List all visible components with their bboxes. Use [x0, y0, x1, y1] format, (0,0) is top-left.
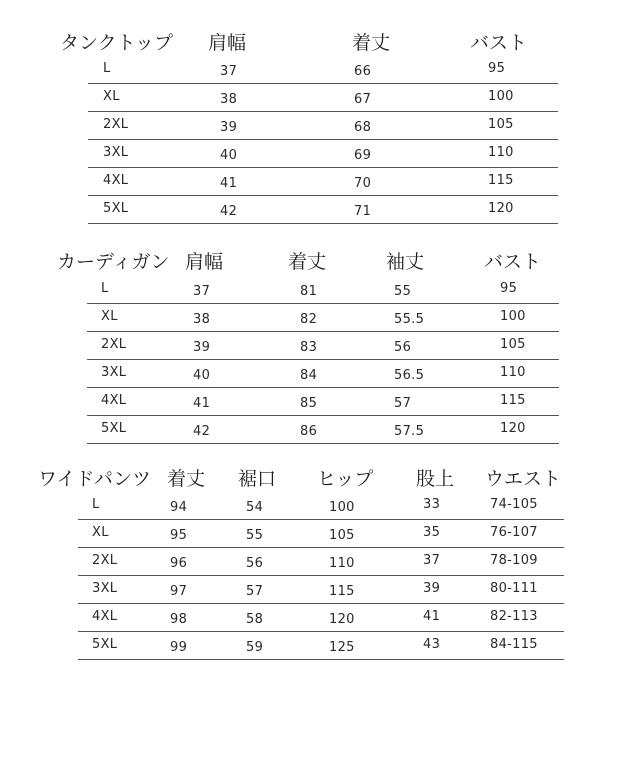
table-row — [78, 519, 564, 548]
hem-cell: 55 — [246, 528, 264, 543]
cardigan-title: カーディガン — [57, 251, 170, 273]
length-cell: 83 — [300, 340, 318, 355]
size-cell: 5XL — [92, 637, 118, 652]
length-cell: 94 — [170, 500, 188, 515]
rise-cell: 37 — [423, 553, 441, 568]
table-row — [88, 167, 558, 196]
size-cell: L — [101, 281, 109, 296]
length-cell: 69 — [354, 148, 372, 163]
size-cell: XL — [92, 525, 109, 540]
bust-cell: 95 — [500, 281, 518, 296]
shoulder-cell: 37 — [220, 64, 238, 79]
tank-top-title: タンクトップ — [60, 32, 174, 54]
cardigan-header-length: 着丈 — [288, 251, 327, 273]
bust-cell: 115 — [488, 173, 514, 188]
table-row — [78, 491, 564, 520]
length-cell: 67 — [354, 92, 372, 107]
cardigan-header-bust: バスト — [484, 251, 542, 273]
waist-cell: 78-109 — [490, 553, 538, 568]
size-cell: 2XL — [101, 337, 127, 352]
rise-cell: 43 — [423, 637, 441, 652]
length-cell: 71 — [354, 204, 372, 219]
rise-cell: 35 — [423, 525, 441, 540]
length-cell: 81 — [300, 284, 318, 299]
sleeve-cell: 55 — [394, 284, 412, 299]
sleeve-cell: 57.5 — [394, 424, 425, 439]
bust-cell: 105 — [488, 117, 514, 132]
shoulder-cell: 38 — [193, 312, 211, 327]
size-cell: 5XL — [103, 201, 129, 216]
sleeve-cell: 56.5 — [394, 368, 425, 383]
sleeve-cell: 55.5 — [394, 312, 425, 327]
length-cell: 85 — [300, 396, 318, 411]
size-cell: L — [92, 497, 100, 512]
shoulder-cell: 38 — [220, 92, 238, 107]
wide-pants-header-hip: ヒップ — [317, 468, 374, 490]
table-row — [88, 139, 558, 168]
hem-cell: 58 — [246, 612, 264, 627]
size-cell: 4XL — [103, 173, 129, 188]
shoulder-cell: 37 — [193, 284, 211, 299]
tank-top-header-shoulder: 肩幅 — [208, 32, 247, 54]
length-cell: 97 — [170, 584, 188, 599]
size-cell: XL — [103, 89, 120, 104]
length-cell: 96 — [170, 556, 188, 571]
length-cell: 70 — [354, 176, 372, 191]
waist-cell: 74-105 — [490, 497, 538, 512]
table-row — [78, 547, 564, 576]
table-row — [87, 331, 559, 360]
bust-cell: 100 — [488, 89, 514, 104]
size-cell: 3XL — [92, 581, 118, 596]
size-cell: 3XL — [101, 365, 127, 380]
bust-cell: 100 — [500, 309, 526, 324]
bust-cell: 120 — [500, 421, 526, 436]
wide-pants-header-rise: 股上 — [416, 468, 455, 490]
rise-cell: 33 — [423, 497, 441, 512]
size-cell: 2XL — [92, 553, 118, 568]
size-cell: 4XL — [101, 393, 127, 408]
length-cell: 82 — [300, 312, 318, 327]
hip-cell: 100 — [329, 500, 355, 515]
waist-cell: 82-113 — [490, 609, 538, 624]
table-row — [87, 387, 559, 416]
shoulder-cell: 39 — [193, 340, 211, 355]
length-cell: 99 — [170, 640, 188, 655]
tank-top-header-length: 着丈 — [352, 32, 391, 54]
shoulder-cell: 41 — [220, 176, 238, 191]
cardigan-header-shoulder: 肩幅 — [185, 251, 224, 273]
shoulder-cell: 40 — [193, 368, 211, 383]
shoulder-cell: 42 — [220, 204, 238, 219]
size-cell: 3XL — [103, 145, 129, 160]
waist-cell: 76-107 — [490, 525, 538, 540]
table-row — [88, 83, 558, 112]
cardigan-header-sleeve: 袖丈 — [386, 251, 425, 273]
bust-cell: 115 — [500, 393, 526, 408]
hem-cell: 57 — [246, 584, 264, 599]
shoulder-cell: 39 — [220, 120, 238, 135]
bust-cell: 120 — [488, 201, 514, 216]
length-cell: 95 — [170, 528, 188, 543]
bust-cell: 110 — [500, 365, 526, 380]
table-row — [88, 111, 558, 140]
table-row — [78, 631, 564, 660]
shoulder-cell: 41 — [193, 396, 211, 411]
sleeve-cell: 56 — [394, 340, 412, 355]
size-cell: L — [103, 61, 111, 76]
table-row — [87, 415, 559, 444]
hip-cell: 120 — [329, 612, 355, 627]
tank-top-header-bust: バスト — [470, 32, 528, 54]
length-cell: 98 — [170, 612, 188, 627]
bust-cell: 95 — [488, 61, 506, 76]
hip-cell: 125 — [329, 640, 355, 655]
wide-pants-header-length: 着丈 — [167, 468, 206, 490]
waist-cell: 84-115 — [490, 637, 538, 652]
length-cell: 68 — [354, 120, 372, 135]
hip-cell: 105 — [329, 528, 355, 543]
table-row — [78, 603, 564, 632]
hem-cell: 56 — [246, 556, 264, 571]
table-row — [87, 359, 559, 388]
rise-cell: 39 — [423, 581, 441, 596]
length-cell: 66 — [354, 64, 372, 79]
hem-cell: 59 — [246, 640, 264, 655]
table-row — [88, 55, 558, 84]
hip-cell: 115 — [329, 584, 355, 599]
waist-cell: 80-111 — [490, 581, 538, 596]
table-row — [78, 575, 564, 604]
table-row — [87, 275, 559, 304]
shoulder-cell: 40 — [220, 148, 238, 163]
sleeve-cell: 57 — [394, 396, 412, 411]
wide-pants-header-waist: ウエスト — [485, 468, 562, 490]
size-cell: 2XL — [103, 117, 129, 132]
table-row — [88, 195, 558, 224]
wide-pants-header-hem: 裾口 — [238, 468, 277, 490]
length-cell: 84 — [300, 368, 318, 383]
wide-pants-title: ワイドパンツ — [38, 468, 152, 490]
bust-cell: 105 — [500, 337, 526, 352]
table-row — [87, 303, 559, 332]
length-cell: 86 — [300, 424, 318, 439]
size-cell: XL — [101, 309, 118, 324]
hem-cell: 54 — [246, 500, 264, 515]
rise-cell: 41 — [423, 609, 441, 624]
bust-cell: 110 — [488, 145, 514, 160]
hip-cell: 110 — [329, 556, 355, 571]
size-cell: 5XL — [101, 421, 127, 436]
shoulder-cell: 42 — [193, 424, 211, 439]
size-cell: 4XL — [92, 609, 118, 624]
